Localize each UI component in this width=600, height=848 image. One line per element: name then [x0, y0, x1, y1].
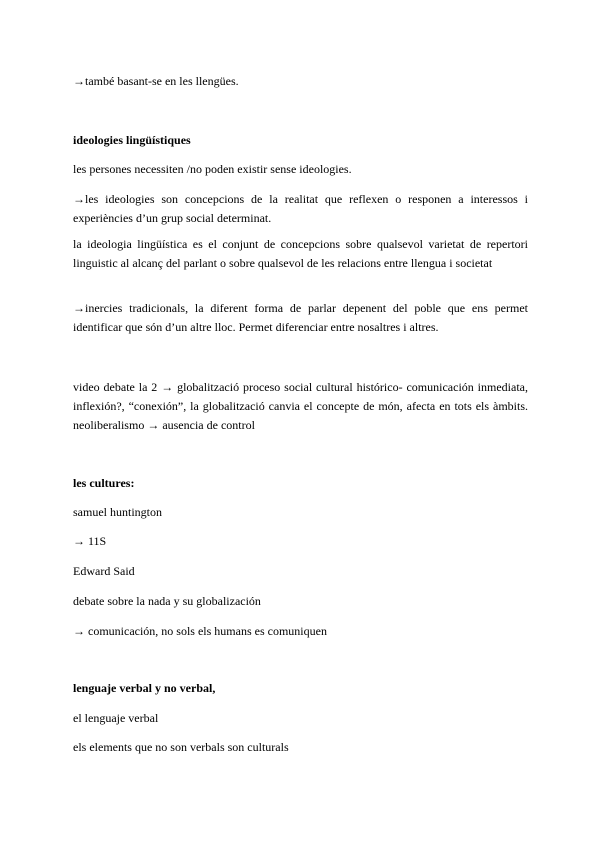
heading-lenguaje: lenguaje verbal y no verbal,	[73, 681, 216, 695]
paragraph-inercies: →inercies tradicionals, la diferent forma de parlar depenent del poble que ens permet identificar que són d’un altre lloc. Permet diferenciar entre nosaltres i altres.	[73, 301, 528, 334]
line-comunicacion: → comunicación, no sols els humans es comuniquen	[73, 624, 327, 638]
intro-line: →també basant-se en les llengües.	[73, 74, 239, 88]
line-edward-said: Edward Said	[73, 564, 135, 578]
line-lenguaje-verbal: el lenguaje verbal	[73, 711, 159, 725]
paragraph-ideologia-linguistica: la ideologia lingüística es el conjunt de concepcions sobre qualsevol varietat de repertori linguistic al alcanç del parlant o sobre qualsevol de les relacions entre llengua i societat	[73, 237, 528, 270]
line-debate-nada: debate sobre la nada y su globalización	[73, 594, 261, 608]
paragraph-persones: les persones necessiten /no poden existir sense ideologies.	[73, 162, 352, 176]
heading-cultures: les cultures:	[73, 476, 135, 490]
line-11s: → 11S	[73, 534, 107, 548]
heading-ideologies: ideologies lingüístiques	[73, 133, 191, 147]
paragraph-video-debate: video debate la 2 → globalització proceso social cultural histórico- comunicación inmediata, inflexión?, “conexión”, la globalització canvia el concepte de món, afecta en tots els àmbits. neoliberalismo → ausencia de control	[73, 380, 528, 432]
line-elements-culturals: els elements que no son verbals son culturals	[73, 740, 289, 754]
line-huntington: samuel huntington	[73, 505, 162, 519]
paragraph-ideologies-concepcions: →les ideologies son concepcions de la realitat que reflexen o responen a interessos i experiències d’un grup social determinat.	[73, 192, 528, 225]
